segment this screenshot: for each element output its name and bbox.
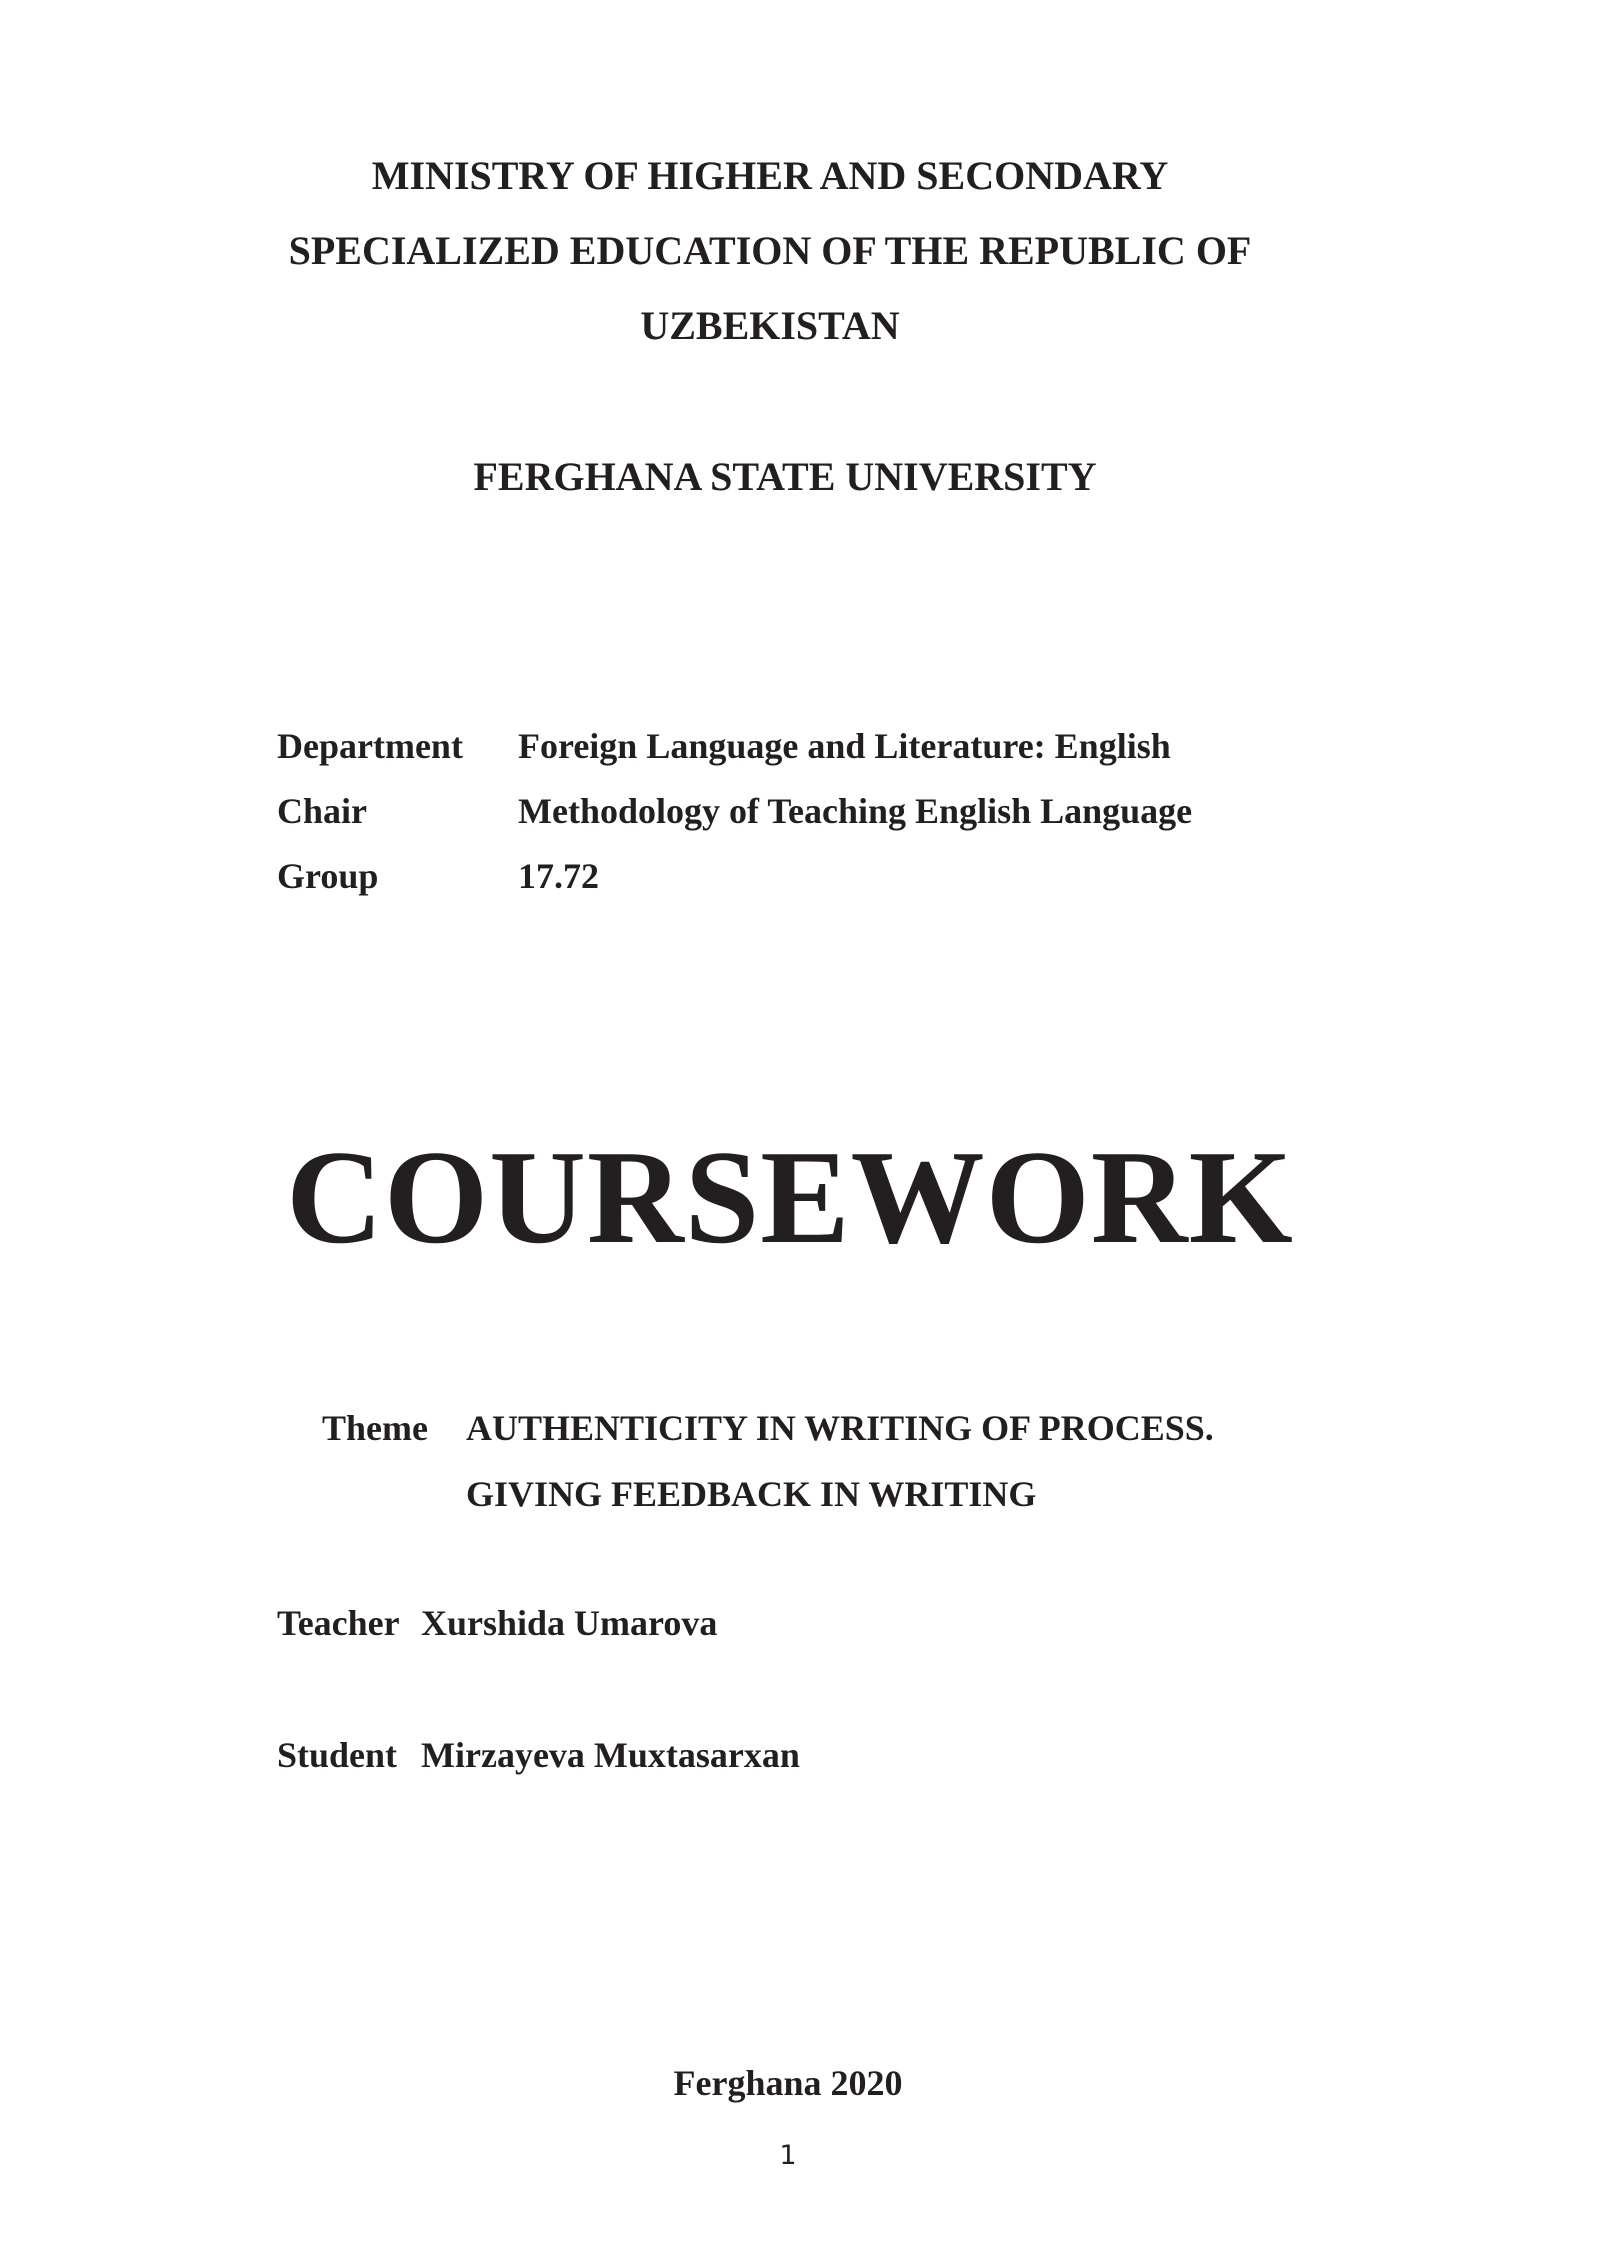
chair-label: Chair — [277, 791, 367, 831]
teacher-name: Xurshida Umarova — [421, 1603, 718, 1643]
chair-value: Methodology of Teaching English Language — [518, 791, 1193, 831]
page-number: 1 — [779, 2140, 797, 2171]
theme-line-2: GIVING FEEDBACK IN WRITING — [466, 1474, 1037, 1514]
theme-line-1: AUTHENTICITY IN WRITING OF PROCESS. — [466, 1408, 1214, 1448]
ministry-line-3: UZBEKISTAN — [640, 303, 900, 348]
department-value: Foreign Language and Literature: English — [518, 726, 1171, 766]
theme-label: Theme — [322, 1408, 428, 1448]
university-name: FERGHANA STATE UNIVERSITY — [473, 454, 1097, 499]
ministry-line-1: MINISTRY OF HIGHER AND SECONDARY — [371, 153, 1169, 198]
student-name: Mirzayeva Muxtasarxan — [421, 1735, 800, 1775]
ministry-line-2: SPECIALIZED EDUCATION OF THE REPUBLIC OF — [288, 228, 1252, 273]
document-title: COURSEWORK — [286, 1123, 1294, 1271]
department-label: Department — [277, 726, 463, 766]
group-label: Group — [277, 856, 379, 896]
teacher-label: Teacher — [277, 1603, 400, 1643]
group-value: 17.72 — [518, 856, 599, 896]
student-label: Student — [277, 1735, 398, 1775]
place-and-year: Ferghana 2020 — [673, 2063, 903, 2103]
